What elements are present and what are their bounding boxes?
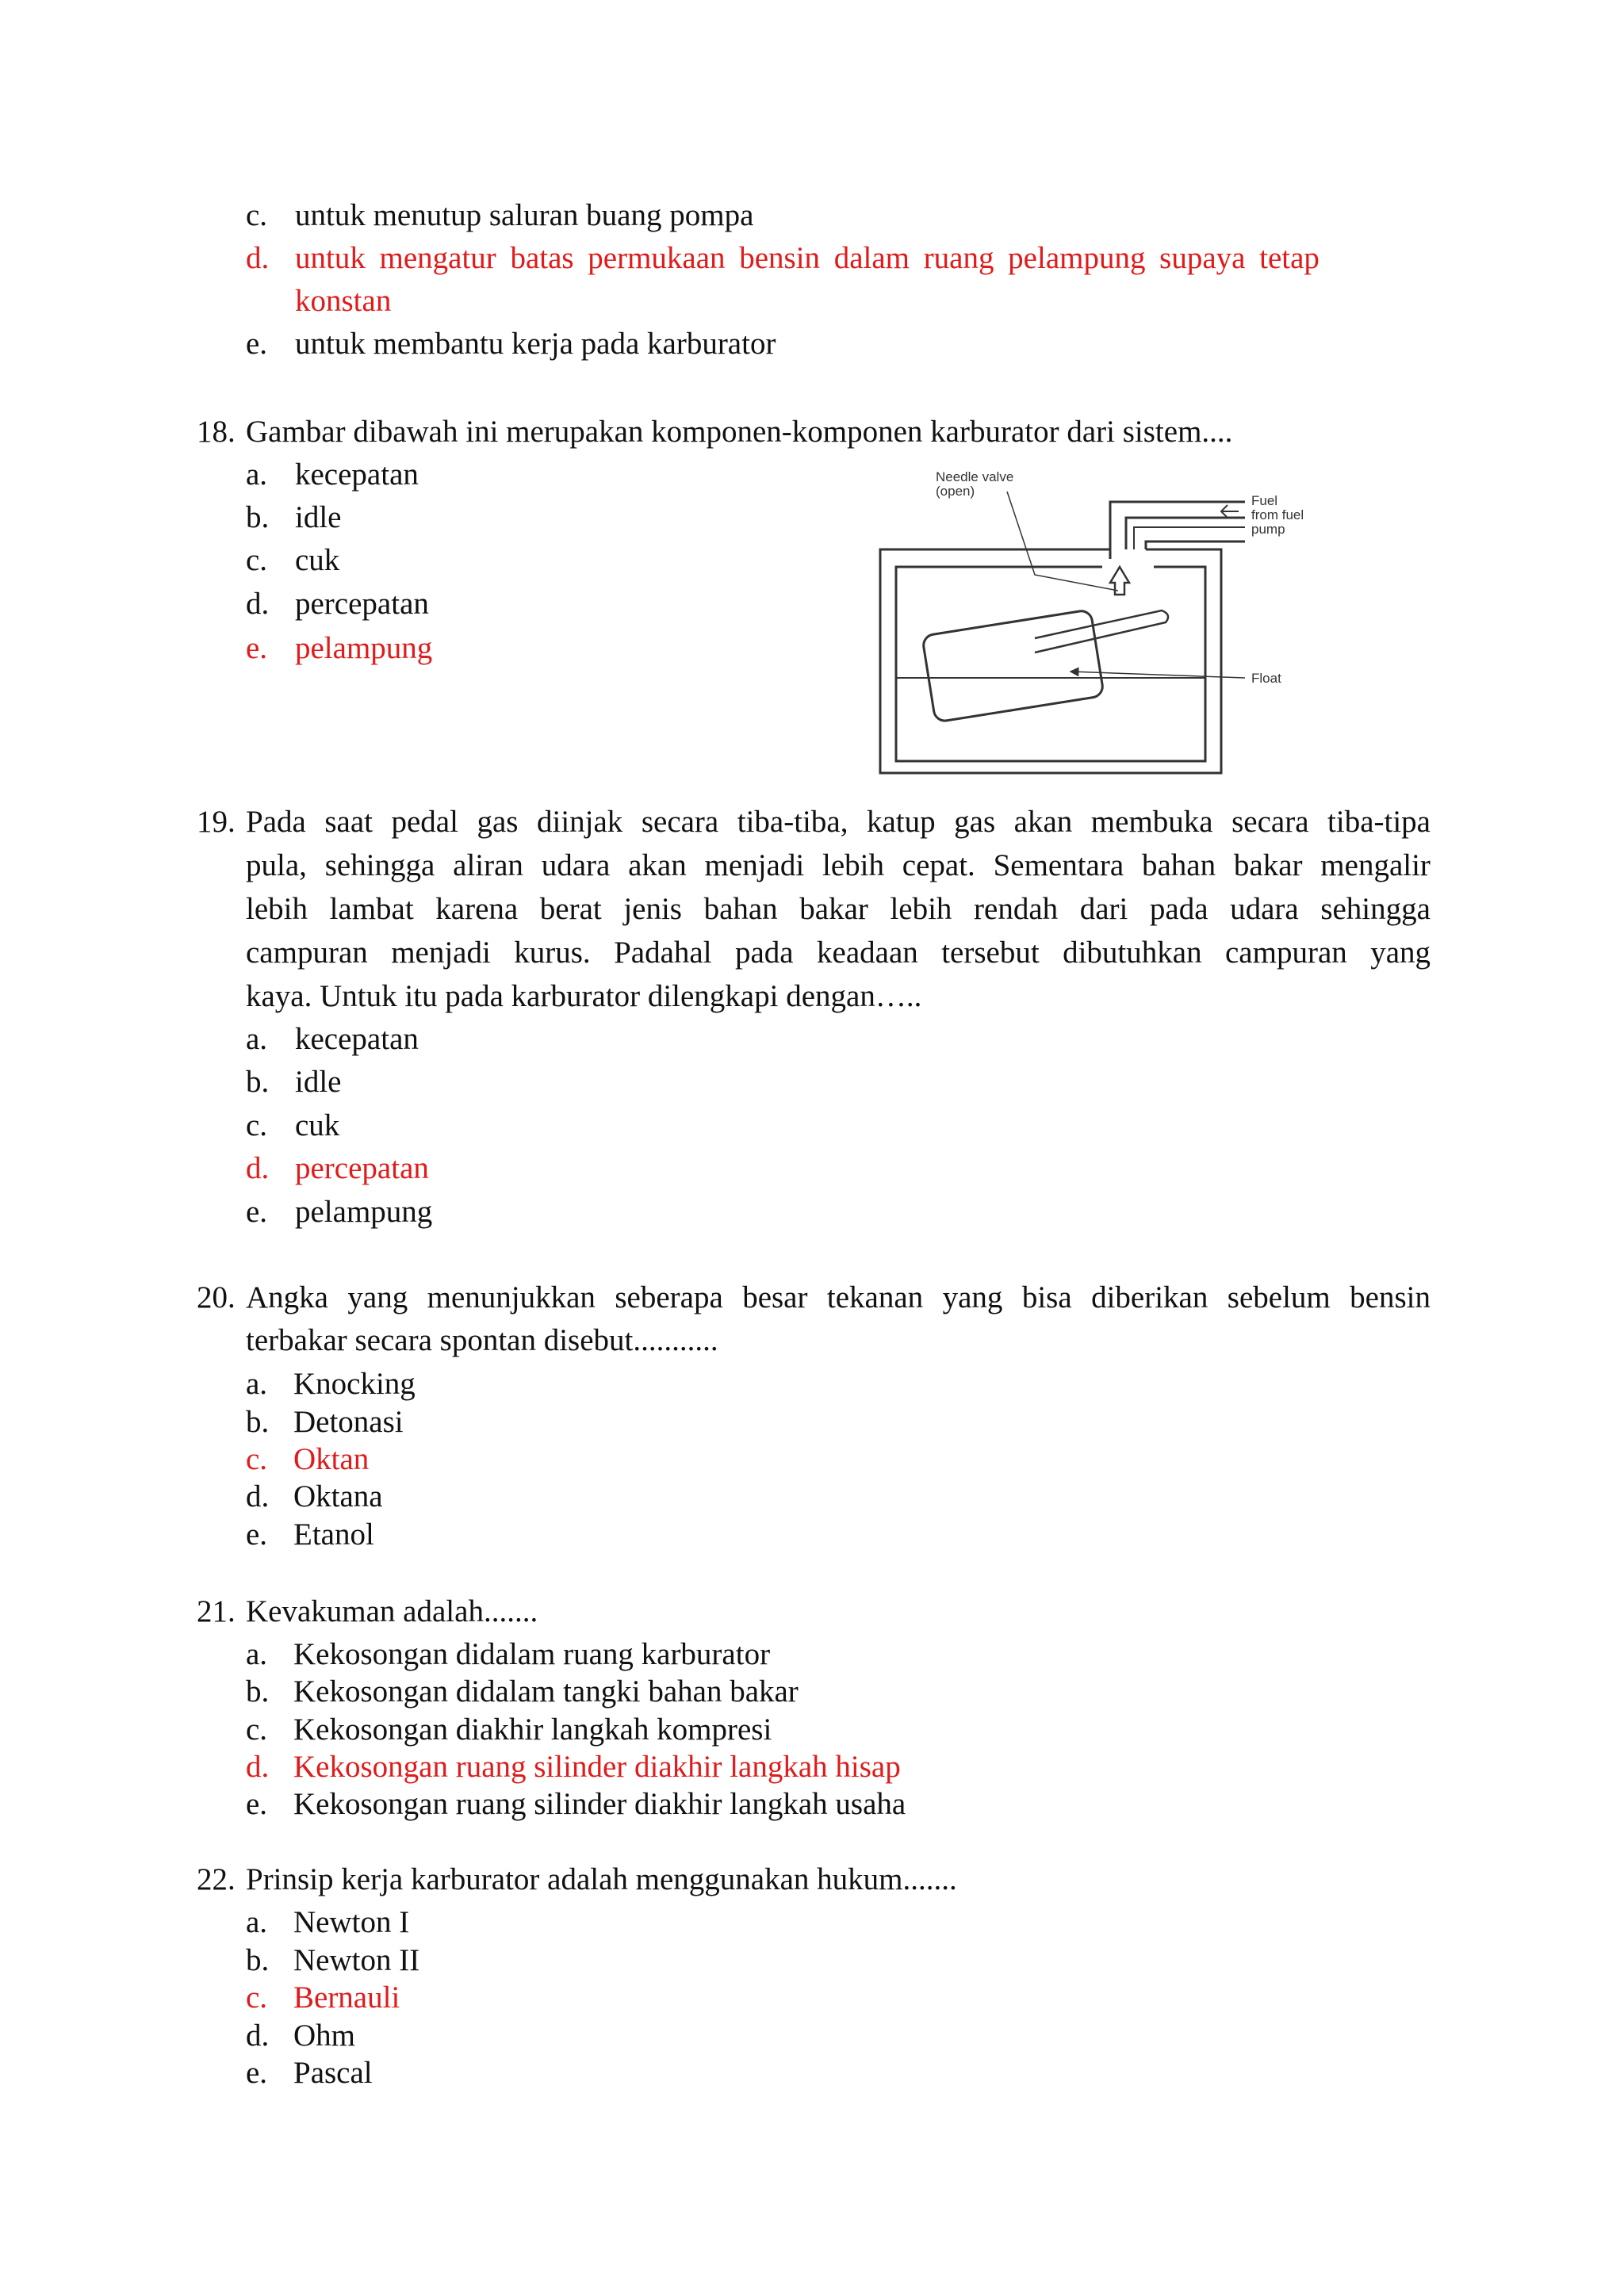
q17-option-e-text: untuk membantu kerja pada karburator [295,327,776,361]
q18-option-d-text: percepatan [295,587,429,621]
q20-option-a-letter: a. [246,1367,268,1401]
q21-option-c-text: Kekosongan diakhir langkah kompresi [293,1712,772,1747]
q18-option-c-text: cuk [295,543,340,577]
q17-option-e-letter: e. [246,327,268,361]
q19-option-d-letter: d. [246,1151,270,1185]
q19-option-d-text: percepatan [295,1151,429,1185]
q20-option-e-letter: e. [246,1517,268,1552]
q21-option-d-letter: d. [246,1750,270,1784]
q21-number: 21. [197,1594,236,1628]
diagram-label-from-fuel: from fuel [1251,507,1304,522]
q18-option-e-letter: e. [246,631,268,665]
q20-option-d-letter: d. [246,1479,270,1513]
q22-option-b-letter: b. [246,1943,270,1977]
q18-option-b-letter: b. [246,500,270,534]
q19-number: 19. [197,805,236,839]
q21-option-e-text: Kekosongan ruang silinder diakhir langkah usaha [293,1787,906,1821]
q21-question: Kevakuman adalah....... [246,1594,538,1628]
q19-question-line5: kaya. Untuk itu pada karburator dilengkapi dengan….. [246,979,922,1013]
q22-option-e-letter: e. [246,2056,268,2090]
q18-number: 18. [197,415,236,449]
diagram-label-pump: pump [1251,522,1285,537]
q22-option-d-text: Ohm [293,2019,355,2053]
q20-option-c-text: Oktan [293,1442,370,1476]
q20-number: 20. [197,1280,236,1314]
q20-option-c-letter: c. [246,1442,268,1476]
q17-option-d-text-line2: konstan [295,284,392,318]
q21-option-c-letter: c. [246,1712,268,1747]
q18-option-b-text: idle [295,500,342,534]
q21-option-d-text: Kekosongan ruang silinder diakhir langkah hisap [293,1750,901,1784]
q19-question-line3: lebih lambat karena berat jenis bahan bakar lebih rendah dari pada udara sehingga [246,892,1431,926]
q22-option-e-text: Pascal [293,2056,373,2090]
q21-option-b-letter: b. [246,1674,270,1709]
diagram-label-open: (open) [936,484,975,499]
q18-option-d-letter: d. [246,587,270,621]
q19-option-c-letter: c. [246,1108,268,1142]
q19-question-line1: Pada saat pedal gas diinjak secara tiba-tiba, katup gas akan membuka secara tiba-tipa [246,805,1431,839]
q20-option-b-letter: b. [246,1405,270,1439]
q21-option-a-text: Kekosongan didalam ruang karburator [293,1637,771,1671]
q20-option-d-text: Oktana [293,1479,383,1513]
diagram-label-fuel: Fuel [1251,493,1278,508]
q18-option-c-letter: c. [246,543,268,577]
q20-option-b-text: Detonasi [293,1405,404,1439]
q19-question-line2: pula, sehingga aliran udara akan menjadi lebih cepat. Sementara bahan bakar mengalir [246,848,1431,882]
q22-option-b-text: Newton II [293,1943,420,1977]
q21-option-a-letter: a. [246,1637,268,1671]
q22-option-c-letter: c. [246,1980,268,2015]
q22-question: Prinsip kerja karburator adalah menggunakan hukum....... [246,1862,957,1896]
q19-option-e-text: pelampung [295,1195,433,1229]
q22-number: 22. [197,1862,236,1896]
q21-option-b-text: Kekosongan didalam tangki bahan bakar [293,1674,799,1709]
q20-option-a-text: Knocking [293,1367,416,1401]
q19-option-b-text: idle [295,1065,342,1099]
q22-option-d-letter: d. [246,2019,270,2053]
q21-option-e-letter: e. [246,1787,268,1821]
q20-question-line2: terbakar secara spontan disebut........... [246,1323,718,1357]
q18-option-e-text: pelampung [295,631,433,665]
q19-option-e-letter: e. [246,1195,268,1229]
q17-option-d-letter: d. [246,241,270,275]
diagram-label-float: Float [1251,671,1281,686]
q19-option-a-letter: a. [246,1022,268,1056]
diagram-label-needle-valve: Needle valve [936,469,1014,484]
q20-question-line1: Angka yang menunjukkan seberapa besar tekanan yang bisa diberikan sebelum bensin [246,1280,1431,1314]
q17-option-c-text: untuk menutup saluran buang pompa [295,198,754,232]
q19-option-a-text: kecepatan [295,1022,419,1056]
q19-option-c-text: cuk [295,1108,340,1142]
q19-question-line4: campuran menjadi kurus. Padahal pada keadaan tersebut dibutuhkan campuran yang [246,936,1431,970]
q18-question: Gambar dibawah ini merupakan komponen-komponen karburator dari sistem.... [246,415,1233,449]
q18-option-a-letter: a. [246,457,268,492]
q18-option-a-text: kecepatan [295,457,419,492]
q22-option-a-text: Newton I [293,1905,410,1939]
q22-option-c-text: Bernauli [293,1980,400,2015]
q17-option-c-letter: c. [246,198,268,232]
q20-option-e-text: Etanol [293,1517,374,1552]
carburetor-float-diagram [872,464,1332,793]
q17-option-d-text-line1: untuk mengatur batas permukaan bensin dalam ruang pelampung supaya tetap [295,241,1320,275]
q22-option-a-letter: a. [246,1905,268,1939]
q19-option-b-letter: b. [246,1065,270,1099]
